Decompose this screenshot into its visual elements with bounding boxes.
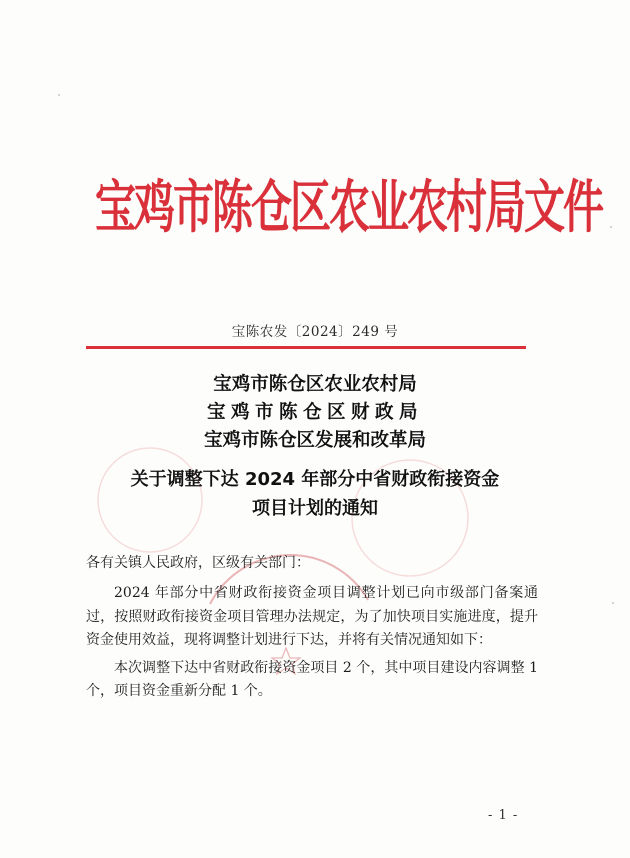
body-paragraph: 本次调整下达中省财政衔接资金项目 2 个，其中项目建设内容调整 1 个，项目资金重新分配 1 个。 [86,659,538,699]
issuer-finance-bureau: 宝鸡市陈仓区财政局 [206,402,423,423]
document-header-title: 宝鸡市陈仓区农业农村局文件 [95,173,602,241]
scan-speck [610,226,612,228]
scan-speck [58,94,60,96]
scan-speck [612,602,614,604]
salutation: 各有关镇人民政府，区级有关部门： [86,555,310,571]
document-title-line: 关于调整下达 2024 年部分中省财政衔接资金 [130,469,500,490]
red-divider-line [86,346,526,349]
document-body [86,552,538,704]
issuer-agriculture-bureau: 宝鸡市陈仓区农业农村局 [213,374,417,395]
document-title-line: 项目计划的通知 [252,498,378,519]
issuing-agencies [0,371,630,455]
document-number: 宝陈农发〔2024〕249 号 [231,324,399,340]
document-title [0,465,630,523]
body-paragraph: 2024 年部分中省财政衔接资金项目调整计划已向市级部门备案通过，按照财政衔接资金项目管理办法规定，为了加快项目实施进度，提升资金使用效益，现将调整计划进行下达，并将有关情况通知如下： [86,585,538,648]
issuer-development-reform-bureau: 宝鸡市陈仓区发展和改革局 [203,430,426,451]
page-number: - 1 - [488,808,519,823]
